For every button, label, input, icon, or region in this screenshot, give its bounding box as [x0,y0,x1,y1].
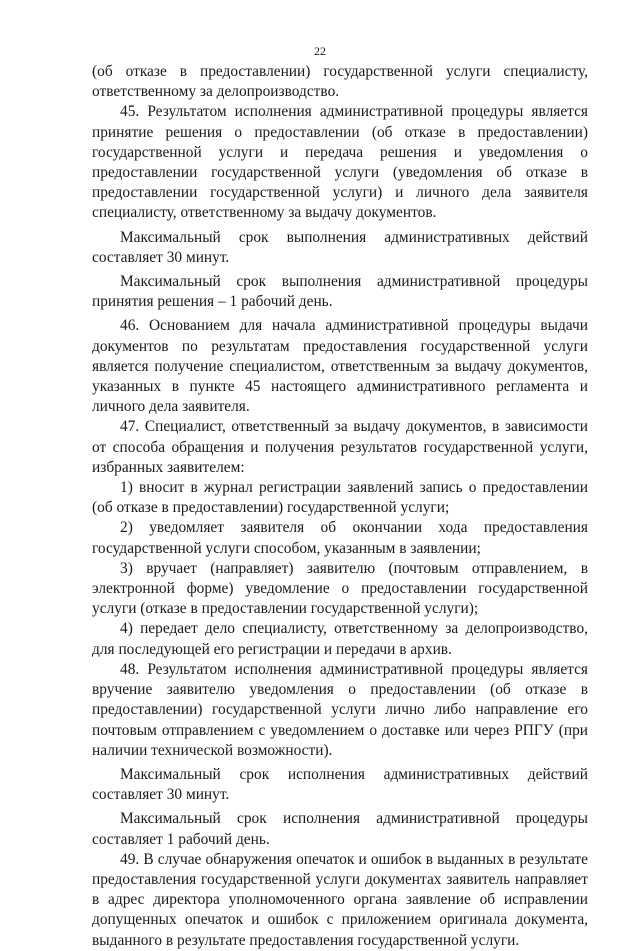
list-item-4: 4) передает дело специалисту, ответственному за делопроизводство, для последующей его регистрации и передачи в архив. [92,620,588,658]
paragraph-49: 49. В случае обнаружения опечаток и ошибок в выданных в результате предоставления государственной услуги документах заявитель направляет в адрес директора уполномоченного органа заявление об исправлении допущенных опечаток и ошибок с приложением оригинала документа, выданного в результате предоставления государственной услуги. [92,850,588,949]
paragraph-46: 46. Основанием для начала административной процедуры выдачи документов по результатам предоставления государственной услуги является получение специалистом, ответственным за выдачу документов, указанных в пункте 45 настоящего административного регламента и личного дела заявителя. [92,317,588,416]
list-item-1: 1) вносит в журнал регистрации заявлений запись о предоставлении (об отказе в предоставлении) государственной услуги; [92,479,588,517]
paragraph-continuation: (об отказе в предоставлении) государственной услуги специалисту, ответственному за делопроизводство. [92,63,588,101]
paragraph-max-time-actions: Максимальный срок выполнения административных действий составляет 30 минут. [92,228,588,266]
paragraph-max-time-actions-2: Максимальный срок исполнения административных действий составляет 30 минут. [92,765,588,804]
list-item-2: 2) уведомляет заявителя об окончании хода предоставления государственной услуги способом, указанным в заявлении; [92,519,588,557]
paragraph-max-time-procedure: Максимальный срок исполнения административной процедуры составляет 1 рабочий день. [92,810,588,848]
paragraph-max-time-decision: Максимальный срок выполнения административной процедуры принятия решения – 1 рабочий день. [92,273,588,311]
list-item-3: 3) вручает (направляет) заявителю (почтовым отправлением, в электронной форме) уведомление о предоставлении государственной услуги (отказе в предоставлении государственной услуги); [92,559,588,618]
paragraph-48: 48. Результатом исполнения административной процедуры является вручение заявителю уведомления о предоставлении (об отказе в предоставлении) государственной услуги лично либо направление его почтовым отправлением с уведомлением о доставке или через РПГУ (при наличии технической возможности). [92,660,588,759]
page-number: 22 [314,44,326,58]
paragraph-47: 47. Специалист, ответственный за выдачу документов, в зависимости от способа обращения и получения результатов государственной услуги, избранных заявителем: [92,418,588,476]
paragraph-45: 45. Результатом исполнения административной процедуры является принятие решения о предоставлении (об отказе в предоставлении) государственной услуги и передача решения и уведомления о предоставлении государственной услуги (уведомления об отказе в предоставлении государственной услуги) и личного дела заявителя специалисту, ответственному за выдачу документов. [92,103,588,222]
document-body [92,62,588,951]
